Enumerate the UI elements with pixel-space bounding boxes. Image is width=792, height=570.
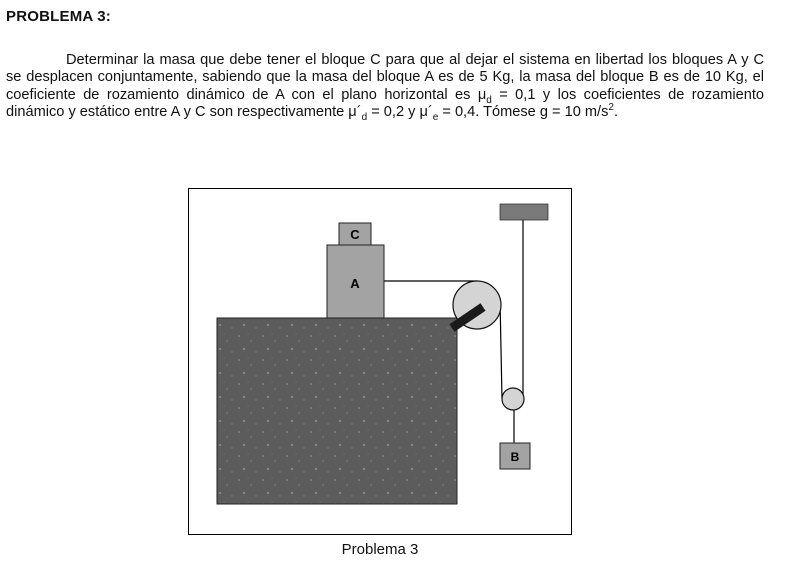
- problem-statement: [6, 52, 764, 122]
- figure-caption: Problema 3: [341, 541, 419, 558]
- statement-part-3: = 0,2 y μ´: [367, 104, 433, 121]
- mu-prime-d-subscript: d: [361, 112, 368, 124]
- block-a-label: A: [350, 276, 360, 291]
- squared-superscript: 2: [608, 102, 614, 114]
- problem-figure: [188, 188, 573, 536]
- movable-pulley: [502, 388, 524, 410]
- horizontal-table: [217, 318, 457, 504]
- statement-part-5: .: [613, 104, 619, 121]
- block-c-label: C: [350, 227, 360, 242]
- problem-title: PROBLEMA 3:: [6, 8, 111, 25]
- ceiling-support: [500, 204, 548, 220]
- statement-part-4: = 0,4. Tómese g = 10 m/s: [438, 104, 609, 121]
- mu-prime-e-subscript: e: [432, 112, 439, 124]
- statement-part-2: = 0,1 y los coeficientes de rozamiento dinámico y estático entre A y C son respectivamente μ´: [6, 86, 764, 121]
- statement-part-1: Determinar la masa que debe tener el bloque C para que al dejar el sistema en libertad los bloques A y C se desplacen conjuntamente, sabiendo que la masa del bloque A es de 5 Kg, la masa del bloque B es de 10 Kg, el coeficiente de rozamiento dinámico de A con el plano horizontal es μ: [6, 52, 764, 103]
- mu-d-subscript: d: [486, 94, 492, 106]
- block-b-label: B: [510, 450, 520, 464]
